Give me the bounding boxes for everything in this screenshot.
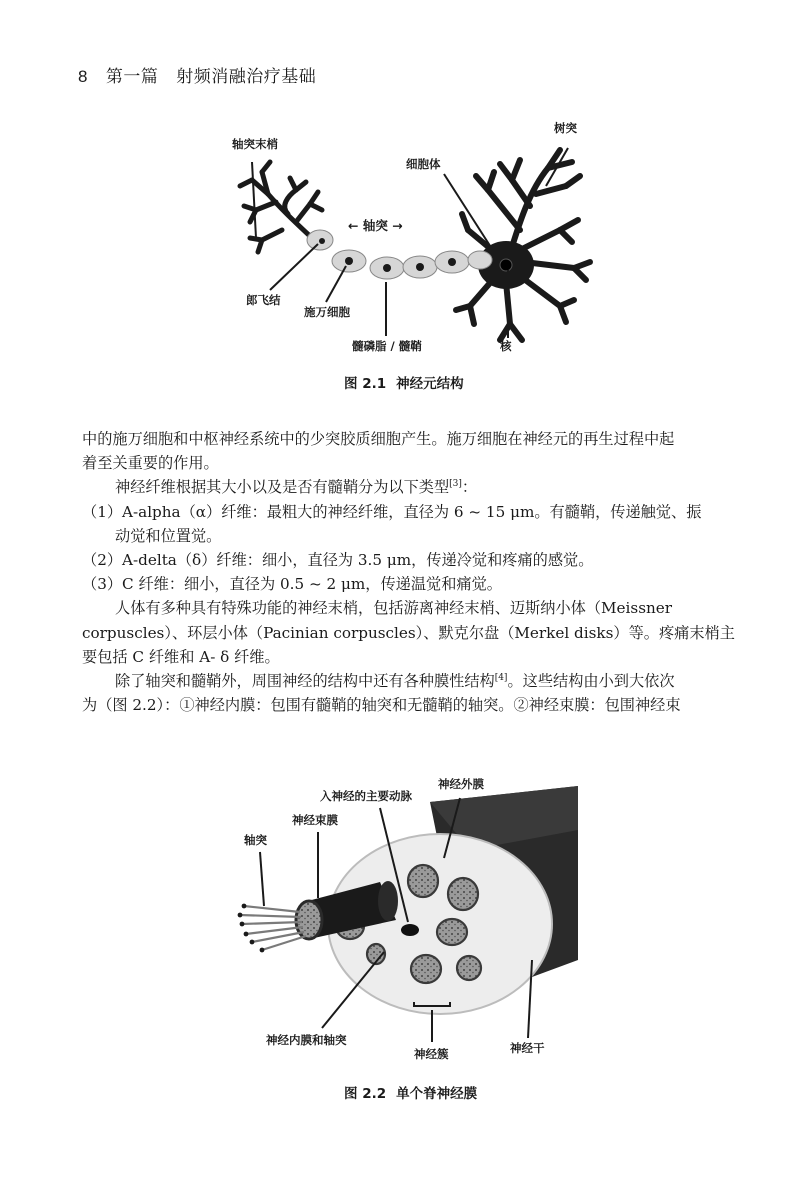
label-axon: 轴突 <box>244 833 267 847</box>
label-cell-body: 细胞体 <box>406 157 441 171</box>
citation-ref: [4] <box>494 672 508 683</box>
paragraph-text: 除了轴突和髓鞘外，周围神经的结构中还有各种膜性结构 <box>115 671 495 690</box>
label-axon-terminal: 轴突末梢 <box>232 137 278 151</box>
nerve-membrane-diagram <box>0 770 800 1110</box>
paragraph-text: 。这些结构由小到大依次 <box>507 671 675 690</box>
label-perineurium: 神经束膜 <box>292 813 338 827</box>
figure-2-title: 单个脊神经膜 <box>396 1086 478 1102</box>
label-dendrite: 树突 <box>554 121 577 135</box>
paragraph-text: 神经纤维根据其大小以及是否有髓鞘分为以下类型 <box>115 478 450 497</box>
figure-2-caption <box>344 1082 477 1102</box>
list-item-line: （1）A-alpha（α）纤维：最粗大的神经纤维，直径为 6 ~ 15 μm。有髓鞘，传递触觉、振 <box>82 502 702 521</box>
paragraph-line <box>82 669 736 693</box>
figure-1-number: 图 2.1 <box>344 376 387 392</box>
paragraph-text: ： <box>461 478 478 497</box>
label-nerve-trunk: 神经干 <box>510 1041 545 1055</box>
dendrites <box>456 150 590 340</box>
list-item-line: 动觉和位置觉。 <box>115 526 222 545</box>
label-nucleus: 核 <box>500 339 512 353</box>
page-number: 8 <box>78 67 88 86</box>
myelin-segments <box>307 230 492 279</box>
nerve-membrane-figure <box>0 770 800 1110</box>
paragraph-line: 中的施万细胞和中枢神经系统中的少突胶质细胞产生。施万细胞在神经元的再生过程中起 <box>82 430 675 448</box>
paragraph-line: 要包括 C 纤维和 A- δ 纤维。 <box>82 647 280 666</box>
running-head <box>78 62 316 87</box>
neuron-diagram <box>0 110 800 400</box>
list-item-line: （2）A-delta（δ）纤维：细小，直径为 3.5 μm，传递冷觉和疼痛的感觉。 <box>82 550 594 569</box>
list-item-line: （3）C 纤维：细小，直径为 0.5 ~ 2 μm，传递温觉和痛觉。 <box>82 575 502 594</box>
body-text <box>82 427 736 717</box>
paragraph-line: 人体有多种具有特殊功能的神经末梢，包括游离神经末梢、迈斯纳小体（Meissner <box>115 599 673 618</box>
paragraph-line: 为（图 2.2）：①神经内膜：包围有髓鞘的轴突和无髓鞘的轴突。②神经束膜：包围神经束 <box>82 696 681 715</box>
label-axon: ← 轴突 → <box>348 218 403 233</box>
axon-strands <box>240 906 306 950</box>
label-endoneurium: 神经内膜和轴突 <box>266 1033 347 1047</box>
label-schwann-cell: 施万细胞 <box>304 305 350 319</box>
neuron-figure <box>0 110 800 400</box>
figure-2-number: 图 2.2 <box>344 1086 387 1102</box>
artery <box>401 924 419 936</box>
citation-ref: [3] <box>449 479 462 490</box>
label-artery: 入神经的主要动脉 <box>320 789 412 803</box>
figure-1-title: 神经元结构 <box>396 376 464 392</box>
axon-ends <box>238 904 265 953</box>
label-fascicle: 神经簇 <box>414 1047 449 1061</box>
paragraph-line <box>82 475 736 499</box>
label-myelin: 髓磷脂 / 髓鞘 <box>352 339 422 353</box>
chapter-title: 射频消融治疗基础 <box>176 67 317 87</box>
part-label: 第一篇 <box>105 67 159 87</box>
paragraph-line: 着至关重要的作用。 <box>82 454 219 473</box>
leader-lines <box>252 148 568 338</box>
figure-1-caption <box>344 372 464 392</box>
paragraph-line: corpuscles）、环层小体（Pacinian corpuscles）、默克尔盘（Merkel disks）等。疼痛末梢主 <box>82 623 735 642</box>
nucleus-dot <box>500 259 512 271</box>
label-node-of-ranvier: 郎飞结 <box>246 293 281 307</box>
label-epineurium: 神经外膜 <box>438 777 484 791</box>
